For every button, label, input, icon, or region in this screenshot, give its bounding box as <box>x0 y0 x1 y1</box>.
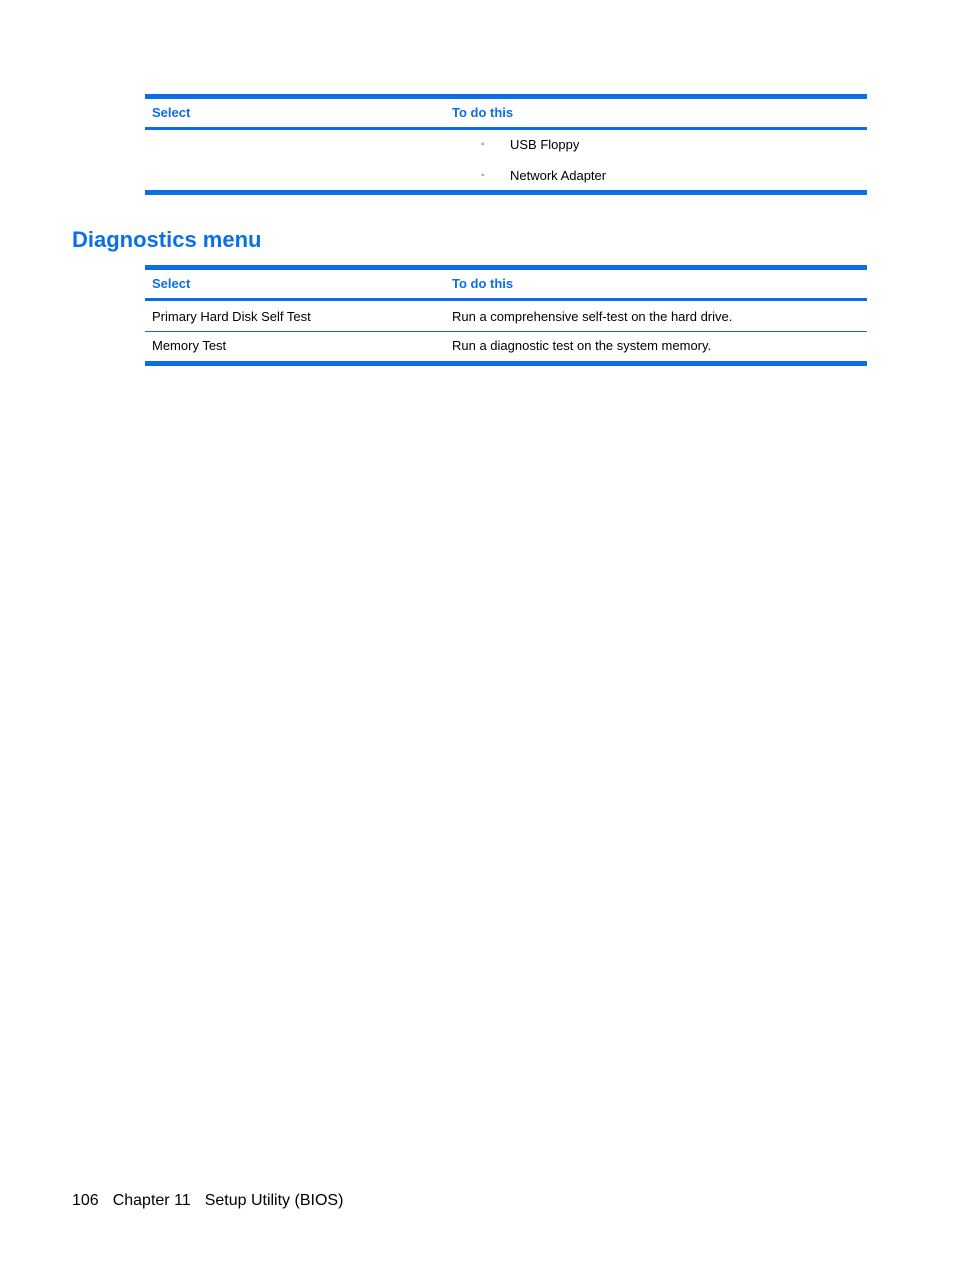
section-title: Diagnostics menu <box>72 227 262 252</box>
list-item-text: USB Floppy <box>510 137 580 152</box>
table-bottom-rule <box>145 190 867 195</box>
page-footer <box>72 1192 357 1210</box>
header-select: Select <box>152 276 191 291</box>
bullet-icon: ◦ <box>481 139 485 150</box>
chapter-title: Setup Utility (BIOS) <box>204 1192 344 1209</box>
table-top-rule <box>145 94 867 99</box>
table-bottom-rule <box>145 361 867 366</box>
bullet-icon: ◦ <box>481 170 485 181</box>
header-bottom-rule <box>145 298 867 301</box>
row-select-cell: Memory Test <box>152 338 227 353</box>
header-select: Select <box>152 105 191 120</box>
diagnostics-table <box>145 265 867 366</box>
table-top-rule <box>145 265 867 270</box>
header-todo: To do this <box>452 276 514 291</box>
header-bottom-rule <box>145 127 867 130</box>
header-todo: To do this <box>452 105 514 120</box>
row-todo-cell: Run a comprehensive self-test on the hard drive. <box>452 309 733 324</box>
row-select-cell: Primary Hard Disk Self Test <box>152 309 311 324</box>
page-number: 106 <box>72 1192 99 1209</box>
list-item-text: Network Adapter <box>510 168 607 183</box>
boot-options-table <box>145 94 867 195</box>
row-todo-cell: Run a diagnostic test on the system memory. <box>452 338 712 353</box>
row-divider <box>145 331 867 332</box>
chapter-label: Chapter 11 <box>112 1192 191 1209</box>
